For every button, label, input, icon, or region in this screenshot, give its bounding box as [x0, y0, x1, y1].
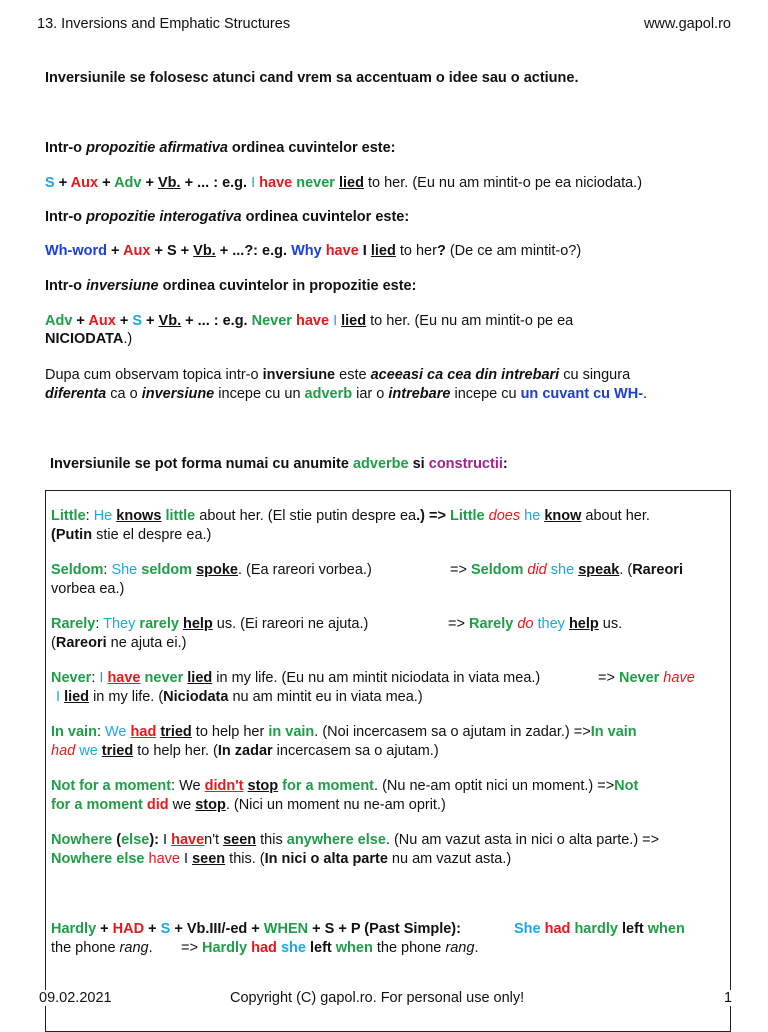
affirmative-formula: S + Aux + Adv + Vb. + ... : e.g. I have never lied to her. (Eu nu am mintit-o pe ea niciodata.) — [45, 175, 643, 191]
example-seldom-line-1: Seldom: She seldom spoke. (Ea rareori vorbea.) — [51, 562, 372, 578]
example-hardly-sentence: She had hardly left when — [514, 921, 685, 937]
example-notmoment-line-1: Not for a moment: We didn't stop for a moment. (Nu ne-am optit nici un moment.) =>Not — [51, 778, 639, 794]
example-hardly-formula: Hardly + HAD + S + Vb.III/-ed + WHEN + S + P (Past Simple): — [51, 921, 461, 937]
example-seldom-inverted: => Seldom did she speak. (Rareori — [450, 562, 683, 578]
example-hardly-inverted: => Hardly had she left when the phone rang. — [181, 940, 479, 956]
interrogative-formula: Wh-word + Aux + S + Vb. + ...?: e.g. Why have I lied to her? (De ce am mintit-o?) — [45, 243, 582, 259]
example-rarely-line-2: (Rareori ne ajuta ei.) — [51, 635, 187, 651]
example-little-line-1: Little: He knows little about her. (El stie putin despre ea.) => Little does he know about her. — [51, 508, 650, 524]
inversion-formula-cont: NICIODATA.) — [45, 331, 133, 347]
inversion-heading: Intr-o inversiune ordinea cuvintelor in propozitie este: — [45, 278, 417, 294]
examples-box — [45, 490, 731, 1032]
example-never-line-2: I lied in my life. (Niciodata nu am mintit eu in viata mea.) — [56, 689, 423, 705]
example-little-line-2: (Putin stie el despre ea.) — [51, 527, 212, 543]
example-nowhere-line-2: Nowhere else have I seen this. (In nici o alta parte nu am vazut asta.) — [51, 851, 512, 867]
example-nowhere-line-1: Nowhere (else): I haven't seen this anywhere else. (Nu am vazut asta in nici o alta parte.) => — [51, 832, 660, 848]
page-number: 1 — [724, 990, 733, 1006]
document-title: 13. Inversions and Emphatic Structures — [37, 16, 291, 32]
example-seldom-line-2: vorbea ea.) — [51, 581, 125, 597]
example-notmoment-line-2: for a moment did we stop. (Nici un moment nu ne-am oprit.) — [51, 797, 446, 813]
example-hardly-line-2: the phone rang. — [51, 940, 153, 956]
example-invain-line-2: had we tried to help her. (In zadar incercasem sa o ajutam.) — [51, 743, 439, 759]
explanation-line-1: Dupa cum observam topica intr-o inversiune este aceeasi ca cea din intrebari cu singura — [45, 367, 631, 383]
affirmative-heading: Intr-o propozitie afirmativa ordinea cuvintelor este: — [45, 140, 396, 156]
interrogative-heading: Intr-o propozitie interogativa ordinea cuvintelor este: — [45, 209, 410, 225]
inversion-formula: Adv + Aux + S + Vb. + ... : e.g. Never have I lied to her. (Eu nu am mintit-o pe ea — [45, 313, 574, 329]
example-never-inverted: => Never have — [598, 670, 695, 686]
footer-date: 09.02.2021 — [39, 990, 112, 1006]
example-invain-line-1: In vain: We had tried to help her in vain. (Noi incercasem sa o ajutam in zadar.) =>In vain — [51, 724, 637, 740]
example-rarely-inverted: => Rarely do they help us. — [448, 616, 623, 632]
example-rarely-line-1: Rarely: They rarely help us. (Ei rareori ne ajuta.) — [51, 616, 369, 632]
footer-copyright: Copyright (C) gapol.ro. For personal use only! — [230, 990, 525, 1006]
site-url[interactable]: www.gapol.ro — [643, 16, 731, 32]
explanation-line-2: diferenta ca o inversiune incepe cu un adverb iar o intrebare incepe cu un cuvant cu WH-. — [45, 386, 648, 402]
example-never-line-1: Never: I have never lied in my life. (Eu nu am mintit niciodata in viata mea.) — [51, 670, 541, 686]
box-heading: Inversiunile se pot forma numai cu anumite adverbe si constructii: — [50, 456, 508, 472]
intro-sentence: Inversiunile se folosesc atunci cand vrem sa accentuam o idee sau o actiune. — [45, 70, 579, 86]
